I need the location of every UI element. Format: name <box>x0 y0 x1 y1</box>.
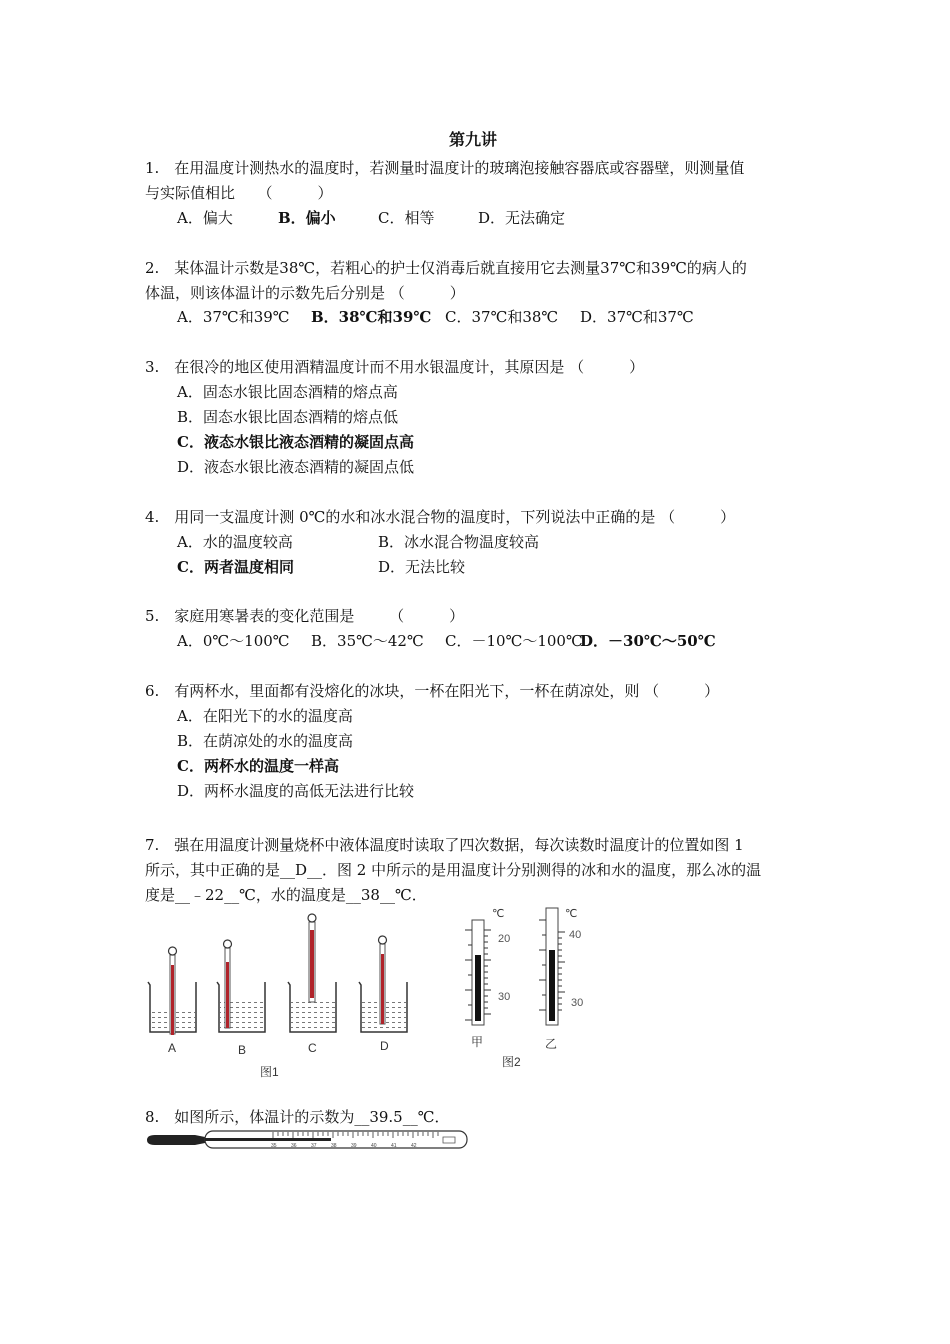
figure-1-label-c: C <box>308 1041 317 1055</box>
figure-2-left-tick-top: 20 <box>498 933 511 945</box>
thermometer-yi <box>539 908 565 1025</box>
figure-2-label-yi: 乙 <box>545 1037 558 1051</box>
question-7-text-cont2: 度是__﹣22__℃，水的温度是__38__℃． <box>145 886 427 904</box>
scale-label-40: 40 <box>371 1143 377 1149</box>
q2-option-b: B．38℃和39℃ <box>311 308 432 326</box>
figure-2-unit-left: ℃ <box>492 908 505 920</box>
q5-option-b: B．35℃～42℃ <box>311 632 424 650</box>
question-2-text: 2. 某体温计示数是38℃，若粗心的护士仅消毒后就直接用它去测量37℃和39℃的病人的 <box>145 259 747 277</box>
figure-2-right-tick-top: 40 <box>569 929 582 941</box>
figure-1-label-d: D <box>380 1039 389 1053</box>
q2-option-c: C．37℃和38℃ <box>445 308 559 326</box>
scale-label-39: 39 <box>351 1143 357 1149</box>
q1-option-b: B．偏小 <box>278 209 336 227</box>
question-4-text: 4. 用同一支温度计测 0℃的水和冰水混合物的温度时，下列说法中正确的是 （ ） <box>145 508 736 526</box>
q2-option-d: D．37℃和37℃ <box>580 308 694 326</box>
q3-option-a: A．固态水银比固态酒精的熔点高 <box>177 383 398 401</box>
q4-option-a: A．水的温度较高 <box>177 533 293 551</box>
question-7-text-cont: 所示，其中正确的是__D__．图 2 中所示的是用温度计分别测得的冰和水的温度，那么冰的温 <box>145 861 762 879</box>
q6-option-c: C．两杯水的温度一样高 <box>177 757 339 775</box>
thermometer-jia <box>465 920 491 1025</box>
beaker-d <box>359 936 407 1032</box>
figure-1-label-a: A <box>168 1041 177 1055</box>
q3-option-d: D．液态水银比液态酒精的凝固点低 <box>177 458 415 476</box>
question-7-text: 7. 强在用温度计测量烧杯中液体温度时读取了四次数据，每次读数时温度计的位置如图 1 <box>145 836 744 854</box>
figure-1-caption: 图1 <box>260 1065 279 1079</box>
q2-option-a: A．37℃和39℃ <box>177 308 290 326</box>
q4-option-c: C．两者温度相同 <box>177 558 294 576</box>
figure-2-thermometers <box>455 900 595 1075</box>
beaker-c <box>288 914 336 1032</box>
question-2-text-cont: 体温，则该体温计的示数先后分别是 （ ） <box>145 284 465 302</box>
figure-2-right-tick-bottom: 30 <box>571 997 584 1009</box>
q6-option-d: D．两杯水温度的高低无法进行比较 <box>177 782 415 800</box>
q4-option-b: B．冰水混合物温度较高 <box>378 533 540 551</box>
q4-option-d: D．无法比较 <box>378 558 466 576</box>
scale-label-36: 36 <box>291 1143 297 1149</box>
scale-label-35: 35 <box>271 1143 277 1149</box>
q6-option-a: A．在阳光下的水的温度高 <box>177 707 353 725</box>
question-6-text: 6. 有两杯水，里面都有没熔化的冰块，一杯在阳光下，一杯在荫凉处，则 （ ） <box>145 682 720 700</box>
scale-label-37: 37 <box>311 1143 317 1149</box>
figure-2-left-tick-bottom: 30 <box>498 991 511 1003</box>
question-5-text: 5. 家庭用寒暑表的变化范围是 （ ） <box>145 607 465 625</box>
q1-option-a: A．偏大 <box>177 209 233 227</box>
scale-label-42: 42 <box>411 1143 417 1149</box>
scale-label-38: 38 <box>331 1143 337 1149</box>
q1-option-c: C．相等 <box>378 209 435 227</box>
q3-option-c: C．液态水银比液态酒精的凝固点高 <box>177 433 414 451</box>
page-title: 第九讲 <box>449 130 498 149</box>
q3-option-b: B．固态水银比固态酒精的熔点低 <box>177 408 399 426</box>
q5-option-d: D．－30℃～50℃ <box>580 632 716 650</box>
clinical-thermometer <box>143 1128 473 1152</box>
scale-label-41: 41 <box>391 1143 397 1149</box>
figure-2-label-jia: 甲 <box>471 1035 484 1049</box>
question-1-text-cont: 与实际值相比 （ ） <box>145 184 333 202</box>
figure-1-beakers <box>140 910 430 1085</box>
beaker-a <box>148 947 196 1035</box>
q6-option-b: B．在荫凉处的水的温度高 <box>177 732 354 750</box>
q1-option-d: D．无法确定 <box>478 209 566 227</box>
q5-option-c: C．－10℃～100℃ <box>445 632 583 650</box>
question-3-text: 3. 在很冷的地区使用酒精温度计而不用水银温度计，其原因是 （ ） <box>145 358 645 376</box>
figure-2-unit-right: ℃ <box>565 908 578 920</box>
question-8-text: 8. 如图所示，体温计的示数为__39.5__℃． <box>145 1108 450 1126</box>
figure-2-caption: 图2 <box>502 1055 521 1069</box>
q5-option-a: A．0℃～100℃ <box>177 632 290 650</box>
question-1-text: 1. 在用温度计测热水的温度时，若测量时温度计的玻璃泡接触容器底或容器壁，则测量值 <box>145 159 745 177</box>
beaker-b <box>217 940 265 1032</box>
figure-1-label-b: B <box>238 1043 247 1057</box>
